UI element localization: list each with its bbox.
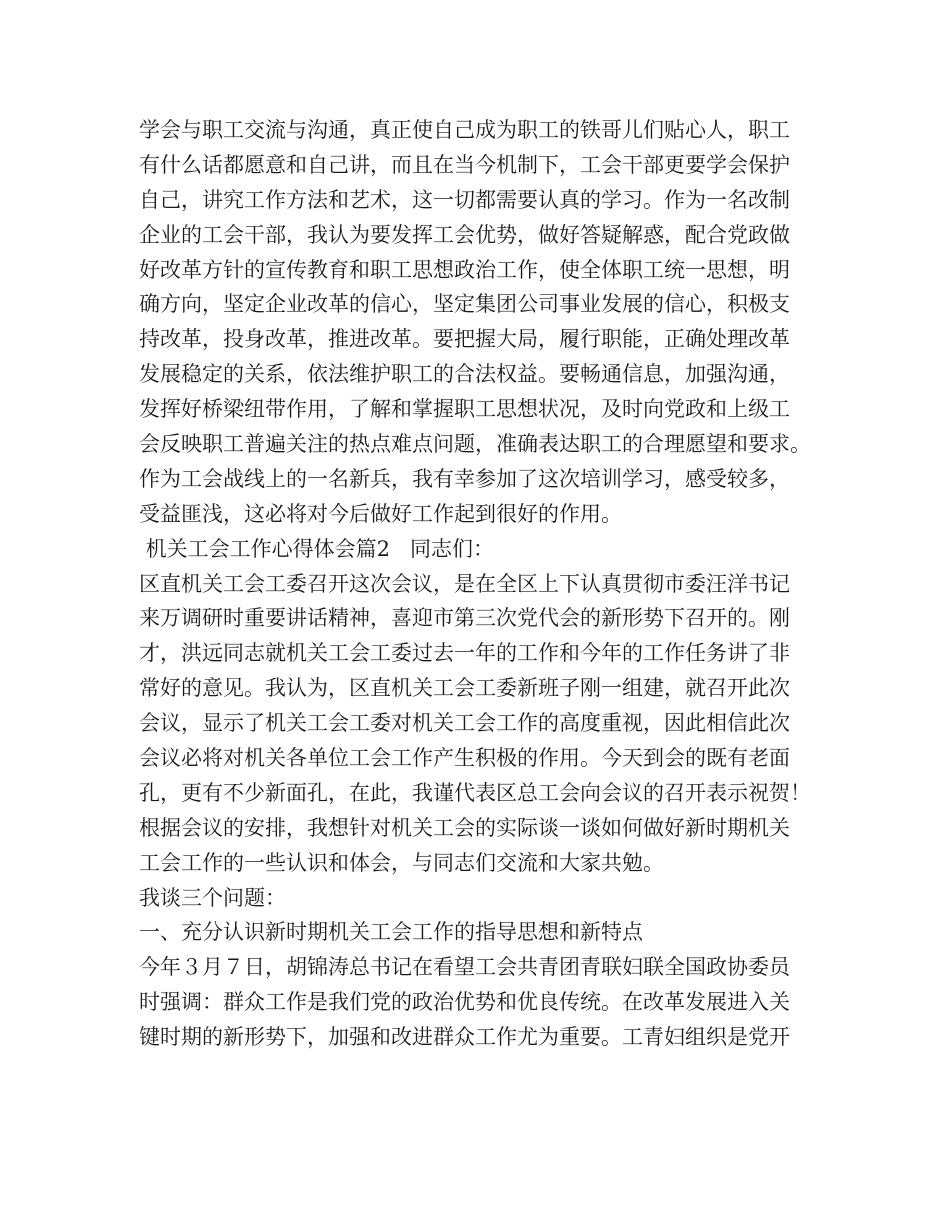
text-line: 发挥好桥梁纽带作用，了解和掌握职工思想状况，及时向党政和上级工 [139, 397, 790, 422]
text-line: 孔，更有不少新面孔，在此，我谨代表区总工会向会议的召开表示祝贺！ [139, 780, 811, 805]
text-line: 常好的意见。我认为，区直机关工会工委新班子刚一组建，就召开此次 [139, 676, 790, 701]
text-line: 区直机关工会工委召开这次会议，是在全区上下认真贯彻市委汪洋书记 [139, 571, 790, 596]
text-line: 键时期的新形势下，加强和改进群众工作尤为重要。工青妇组织是党开 [139, 1025, 790, 1050]
text-line: 学会与职工交流与沟通，真正使自己成为职工的铁哥儿们贴心人，职工 [139, 118, 790, 142]
text-line: 时强调：群众工作是我们党的政治优势和优良传统。在改革发展进入关 [139, 990, 790, 1015]
text-line: 工会工作的一些认识和体会，与同志们交流和大家共勉。 [139, 850, 664, 875]
text-line: 有什么话都愿意和自己讲，而且在当今机制下，工会干部更要学会保护 [139, 152, 790, 177]
text-line: 发展稳定的关系，依法维护职工的合法权益。要畅通信息，加强沟通， [139, 362, 790, 387]
text-line: 会议必将对机关各单位工会工作产生积极的作用。今天到会的既有老面 [139, 746, 790, 771]
text-line: 会反映职工普遍关注的热点难点问题，准确表达职工的合理愿望和要求。 [139, 432, 811, 457]
text-line: 今年３月７日，胡锦涛总书记在看望工会共青团青联妇联全国政协委员 [139, 955, 790, 980]
section-heading: 机关工会工作心得体会篇2 同志们： [139, 536, 495, 561]
text-line: 根据会议的安排，我想针对机关工会的实际谈一谈如何做好新时期机关 [139, 815, 790, 840]
text-line: 我谈三个问题： [139, 885, 286, 910]
text-line: 才，洪远同志就机关工会工委过去一年的工作和今年的工作任务讲了非 [139, 641, 790, 666]
text-line: 受益匪浅，这必将对今后做好工作起到很好的作用。 [139, 501, 622, 526]
text-line: 作为工会战线上的一名新兵，我有幸参加了这次培训学习，感受较多， [139, 466, 790, 491]
text-line: 企业的工会干部，我认为要发挥工会优势，做好答疑解惑，配合党政做 [139, 222, 790, 247]
text-line: 持改革，投身改革，推进改革。要把握大局，履行职能，正确处理改革 [139, 327, 790, 352]
text-line: 自己，讲究工作方法和艺术，这一切都需要认真的学习。作为一名改制 [139, 187, 790, 212]
subsection-heading: 一、充分认识新时期机关工会工作的指导思想和新特点 [139, 920, 643, 945]
text-line: 好改革方针的宣传教育和职工思想政治工作，使全体职工统一思想，明 [139, 257, 790, 282]
text-line: 会议，显示了机关工会工委对机关工会工作的高度重视，因此相信此次 [139, 711, 790, 736]
text-line: 来万调研时重要讲话精神，喜迎市第三次党代会的新形势下召开的。刚 [139, 606, 790, 631]
document-body [139, 113, 839, 1055]
text-line: 确方向，坚定企业改革的信心，坚定集团公司事业发展的信心，积极支 [139, 292, 790, 317]
